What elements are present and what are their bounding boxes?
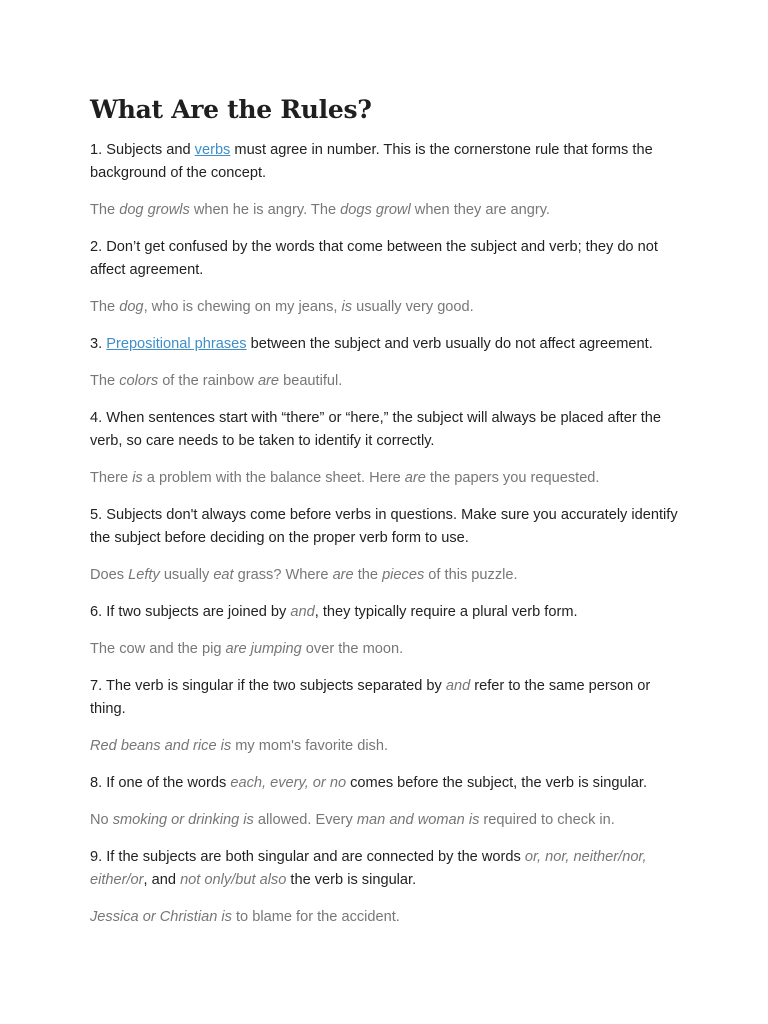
example-7: Red beans and rice is my mom's favorite dish. xyxy=(90,738,389,754)
page-title: What Are the Rules? xyxy=(90,95,372,124)
rule-2: 2. Don’t get confused by the words that come between the subject and verb; they do not affect agreement. xyxy=(90,239,658,278)
example-4: There is a problem with the balance sheet. Here are the papers you requested. xyxy=(90,470,600,486)
example-8: No smoking or drinking is allowed. Every man and woman is required to check in. xyxy=(90,812,615,828)
example-2: The dog, who is chewing on my jeans, is usually very good. xyxy=(90,299,474,315)
rule-4: 4. When sentences start with “there” or “here,” the subject will always be placed after the verb, so care needs to be taken to identify it correctly. xyxy=(90,410,662,449)
rule-7: 7. The verb is singular if the two subjects separated by and refer to the same person or thing. xyxy=(90,678,651,717)
example-6: The cow and the pig are jumping over the moon. xyxy=(90,641,404,657)
rule-5: 5. Subjects don't always come before verbs in questions. Make sure you accurately identify the subject before deciding on the proper verb form to use. xyxy=(90,507,678,546)
rule-1: 1. Subjects and verbs must agree in number. This is the cornerstone rule that forms the background of the concept. xyxy=(90,142,653,181)
example-9: Jessica or Christian is to blame for the accident. xyxy=(90,909,400,925)
rule-6: 6. If two subjects are joined by and, they typically require a plural verb form. xyxy=(90,604,578,620)
verbs-link[interactable]: verbs xyxy=(194,142,231,158)
article-content xyxy=(90,94,690,943)
rule-3: 3. Prepositional phrases between the subject and verb usually do not affect agreement. xyxy=(90,336,653,352)
rule-9: 9. If the subjects are both singular and are connected by the words or, nor, neither/nor, either/or, and not only/but also the verb is singular. xyxy=(90,849,647,888)
example-3: The colors of the rainbow are beautiful. xyxy=(90,373,343,389)
example-1: The dog growls when he is angry. The dogs growl when they are angry. xyxy=(90,202,550,218)
prepositional-phrases-link[interactable]: Prepositional phrases xyxy=(106,336,247,352)
example-5: Does Lefty usually eat grass? Where are the pieces of this puzzle. xyxy=(90,567,518,583)
rule-8: 8. If one of the words each, every, or no comes before the subject, the verb is singular. xyxy=(90,775,648,791)
